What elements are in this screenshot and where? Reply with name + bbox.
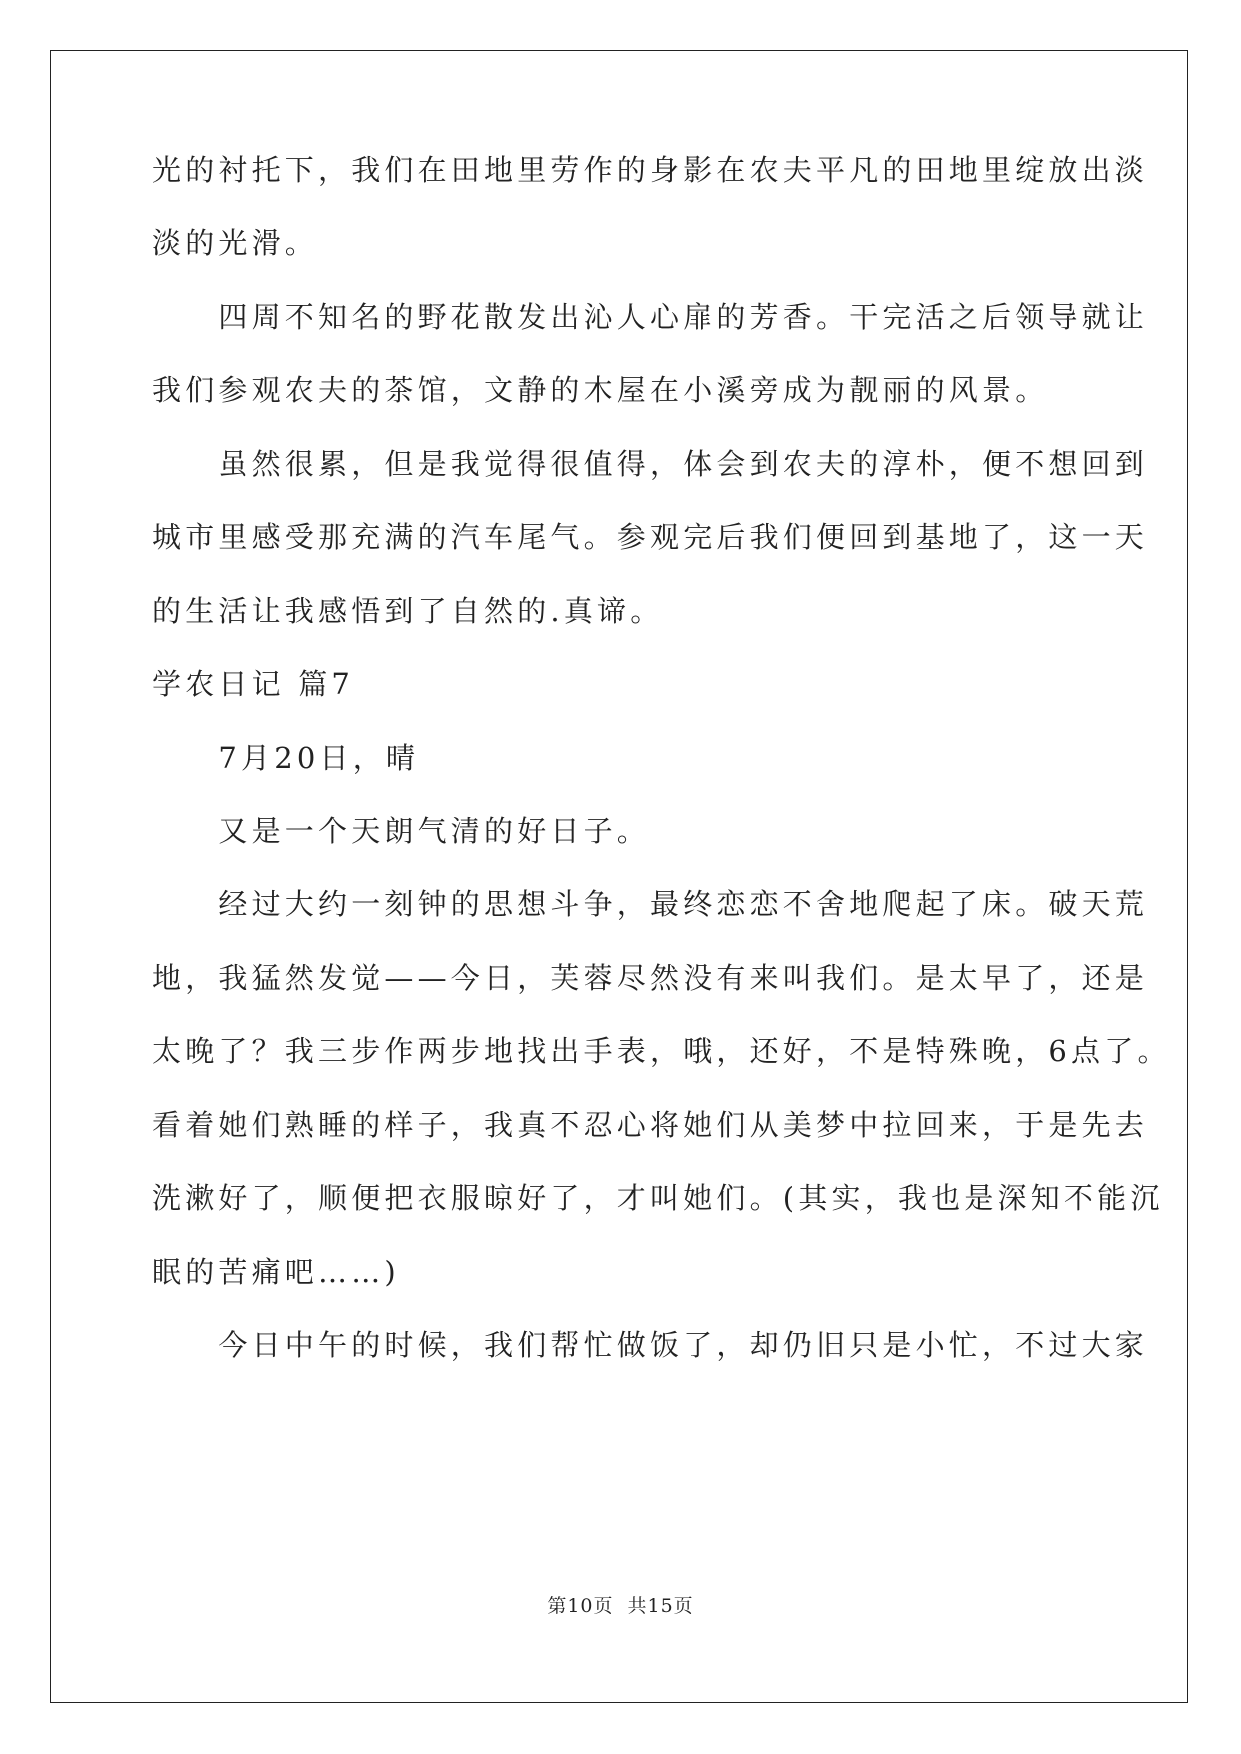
text-line: 城市里感受那充满的汽车尾气。参观完后我们便回到基地了，这一天 bbox=[152, 520, 1149, 554]
page-number: 第10页 bbox=[547, 1595, 614, 1617]
page-footer bbox=[0, 1591, 1241, 1618]
text-line: 四周不知名的野花散发出沁人心扉的芳香。干完活之后领导就让 bbox=[152, 300, 1149, 334]
text-line: 洗漱好了，顺便把衣服晾好了，才叫她们。(其实，我也是深知不能沉 bbox=[152, 1181, 1164, 1215]
text-line: 淡的光滑。 bbox=[152, 226, 319, 260]
page-total: 共15页 bbox=[627, 1595, 694, 1617]
section-heading: 学农日记 篇7 bbox=[152, 667, 355, 701]
text-line: 我们参观农夫的茶馆，文静的木屋在小溪旁成为靓丽的风景。 bbox=[152, 373, 1049, 407]
text-line: 又是一个天朗气清的好日子。 bbox=[152, 814, 651, 848]
text-line: 今日中午的时候，我们帮忙做饭了，却仍旧只是小忙，不过大家 bbox=[152, 1328, 1149, 1362]
text-line: 的生活让我感悟到了自然的.真谛。 bbox=[152, 594, 664, 628]
text-line: 光的衬托下，我们在田地里劳作的身影在农夫平凡的田地里绽放出淡 bbox=[152, 153, 1149, 187]
text-line: 经过大约一刻钟的思想斗争，最终恋恋不舍地爬起了床。破天荒 bbox=[152, 887, 1149, 921]
text-line: 眠的苦痛吧……) bbox=[152, 1255, 400, 1289]
text-line: 7月20日，晴 bbox=[152, 741, 420, 775]
text-line: 看着她们熟睡的样子，我真不忍心将她们从美梦中拉回来，于是先去 bbox=[152, 1108, 1149, 1142]
text-line: 地，我猛然发觉——今日，芙蓉尽然没有来叫我们。是太早了，还是 bbox=[152, 961, 1149, 995]
text-line: 太晚了？我三步作两步地找出手表，哦，还好，不是特殊晚，6点了。 bbox=[152, 1034, 1171, 1068]
text-line: 虽然很累，但是我觉得很值得，体会到农夫的淳朴，便不想回到 bbox=[152, 447, 1149, 481]
